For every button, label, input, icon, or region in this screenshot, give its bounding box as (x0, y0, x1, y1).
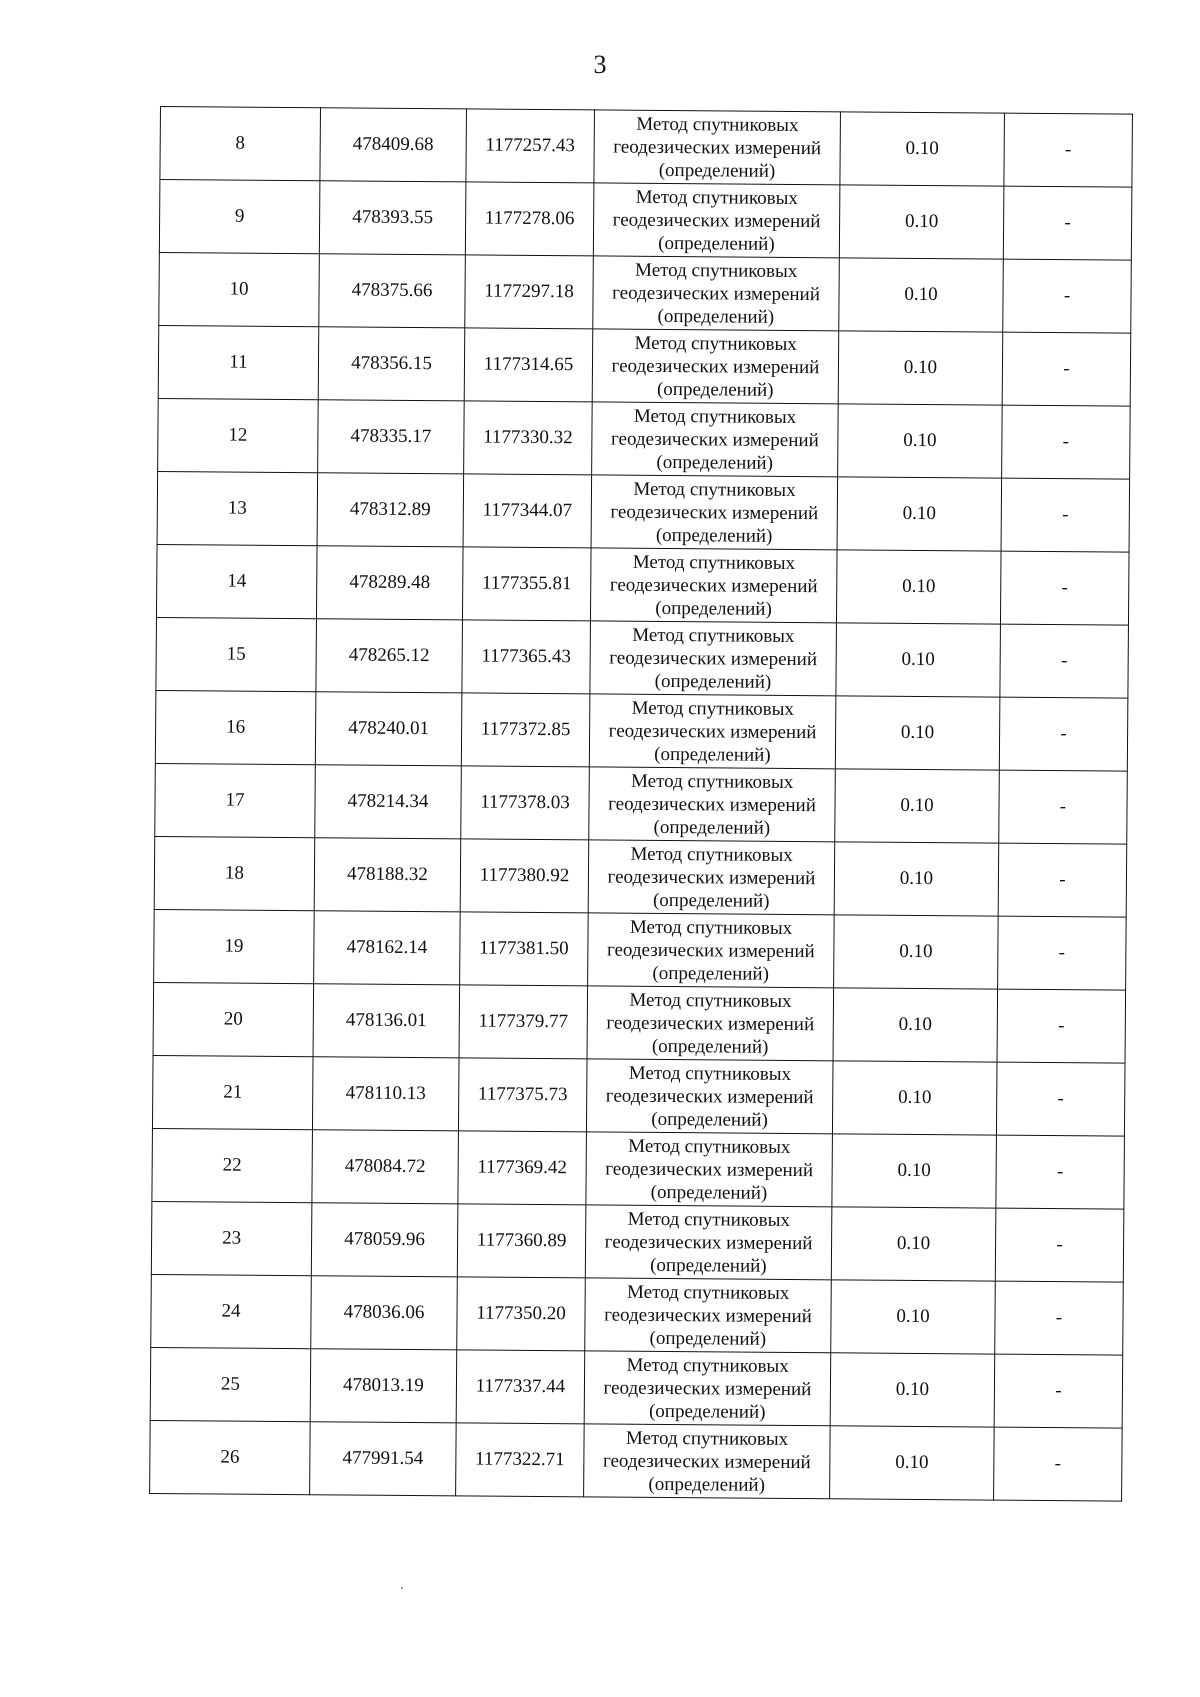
y-coordinate-cell: 1177369.42 (458, 1131, 587, 1205)
formula-cell: - (1003, 186, 1132, 260)
table-row (153, 982, 1126, 1063)
formula-cell: - (994, 1427, 1123, 1501)
point-number-cell: 23 (151, 1201, 312, 1275)
y-coordinate-cell: 1177297.18 (465, 255, 594, 329)
method-cell: Метод спутниковых геодезических измерений (определений) (593, 183, 840, 258)
y-coordinate-cell: 1177314.65 (464, 328, 593, 402)
table-row (151, 1274, 1124, 1355)
formula-cell: - (995, 1281, 1124, 1355)
y-coordinate-cell: 1177257.43 (466, 109, 595, 183)
x-coordinate-cell: 478375.66 (319, 254, 466, 328)
formula-cell: - (1002, 332, 1131, 406)
point-number-cell: 11 (158, 325, 319, 399)
point-number-cell: 16 (155, 690, 316, 764)
x-coordinate-cell: 478356.15 (318, 327, 465, 401)
point-number-cell: 15 (156, 617, 317, 691)
x-coordinate-cell: 478084.72 (312, 1130, 459, 1204)
precision-cell: 0.10 (834, 842, 999, 916)
y-coordinate-cell: 1177380.92 (460, 839, 589, 913)
method-cell: Метод спутниковых геодезических измерений (определений) (594, 110, 841, 185)
precision-cell: 0.10 (831, 1280, 996, 1354)
x-coordinate-cell: 478409.68 (320, 108, 467, 182)
x-coordinate-cell: 478214.34 (315, 765, 462, 839)
x-coordinate-cell: 478335.17 (318, 400, 465, 474)
formula-cell: - (999, 770, 1128, 844)
formula-cell: - (995, 1208, 1124, 1282)
point-number-cell: 24 (151, 1274, 312, 1348)
y-coordinate-cell: 1177344.07 (463, 474, 592, 548)
table-row (159, 252, 1132, 333)
method-cell: Метод спутниковых геодезических измерений (определений) (589, 694, 836, 769)
method-cell: Метод спутниковых геодезических измерений (определений) (588, 840, 835, 915)
formula-cell: - (1001, 478, 1130, 552)
precision-cell: 0.10 (832, 1134, 997, 1208)
formula-cell: - (996, 1135, 1125, 1209)
method-cell: Метод спутниковых геодезических измерений (определений) (587, 986, 834, 1061)
point-number-cell: 22 (152, 1128, 313, 1202)
x-coordinate-cell: 478162.14 (314, 911, 461, 985)
y-coordinate-cell: 1177372.85 (461, 693, 590, 767)
precision-cell: 0.10 (830, 1426, 995, 1500)
point-number-cell: 18 (154, 836, 315, 910)
precision-cell: 0.10 (832, 1061, 997, 1135)
y-coordinate-cell: 1177278.06 (465, 182, 594, 256)
precision-cell: 0.10 (839, 258, 1004, 332)
point-number-cell: 10 (159, 252, 320, 326)
method-cell: Метод спутниковых геодезических измерений (определений) (593, 256, 840, 331)
point-number-cell: 21 (152, 1055, 313, 1129)
formula-cell: - (1000, 624, 1129, 698)
method-cell: Метод спутниковых геодезических измерений (определений) (591, 475, 838, 550)
stray-ink-mark (401, 1587, 403, 1589)
table-row (150, 1420, 1123, 1501)
y-coordinate-cell: 1177378.03 (461, 766, 590, 840)
table-row (156, 544, 1129, 625)
method-cell: Метод спутниковых геодезических измерений (определений) (585, 1278, 832, 1353)
method-cell: Метод спутниковых геодезических измерений (определений) (588, 913, 835, 988)
y-coordinate-cell: 1177322.71 (456, 1423, 585, 1497)
formula-cell: - (998, 843, 1127, 917)
y-coordinate-cell: 1177337.44 (456, 1350, 585, 1424)
point-number-cell: 19 (154, 909, 315, 983)
y-coordinate-cell: 1177355.81 (462, 547, 591, 621)
table-row (154, 836, 1127, 917)
method-cell: Метод спутниковых геодезических измерений (определений) (592, 329, 839, 404)
formula-cell: - (998, 916, 1127, 990)
method-cell: Метод спутниковых геодезических измерений (определений) (590, 621, 837, 696)
point-number-cell: 9 (159, 180, 320, 254)
point-number-cell: 12 (158, 398, 319, 472)
x-coordinate-cell: 478110.13 (312, 1057, 459, 1131)
formula-cell: - (996, 1062, 1125, 1136)
table-row (157, 471, 1130, 552)
precision-cell: 0.10 (838, 404, 1003, 478)
table-row (152, 1055, 1125, 1136)
y-coordinate-cell: 1177379.77 (459, 985, 588, 1059)
formula-cell: - (1004, 113, 1133, 187)
x-coordinate-cell: 478059.96 (311, 1203, 458, 1277)
y-coordinate-cell: 1177350.20 (457, 1277, 586, 1351)
point-number-cell: 14 (156, 544, 317, 618)
page-number: 3 (593, 50, 607, 79)
point-number-cell: 8 (160, 107, 321, 181)
precision-cell: 0.10 (835, 769, 1000, 843)
point-number-cell: 13 (157, 471, 318, 545)
y-coordinate-cell: 1177375.73 (458, 1058, 587, 1132)
table-row (155, 763, 1128, 844)
x-coordinate-cell: 478136.01 (313, 984, 460, 1058)
precision-cell: 0.10 (834, 915, 999, 989)
table-row (150, 1347, 1123, 1428)
table-row (160, 107, 1133, 188)
table-row (158, 325, 1131, 406)
precision-cell: 0.10 (835, 696, 1000, 770)
formula-cell: - (1003, 259, 1132, 333)
table-row (152, 1128, 1125, 1209)
coordinates-table (149, 106, 1133, 1502)
precision-cell: 0.10 (839, 185, 1004, 259)
point-number-cell: 20 (153, 982, 314, 1056)
table-row (159, 180, 1132, 261)
table-row (154, 909, 1127, 990)
method-cell: Метод спутниковых геодезических измерений (определений) (586, 1059, 833, 1134)
method-cell: Метод спутниковых геодезических измерений (определений) (584, 1351, 831, 1426)
precision-cell: 0.10 (833, 988, 998, 1062)
x-coordinate-cell: 478393.55 (319, 181, 466, 255)
coordinates-table-body (150, 107, 1133, 1502)
formula-cell: - (1002, 405, 1131, 479)
formula-cell: - (994, 1354, 1123, 1428)
table-row (155, 690, 1128, 771)
method-cell: Метод спутниковых геодезических измерений (определений) (586, 1132, 833, 1207)
precision-cell: 0.10 (837, 477, 1002, 551)
x-coordinate-cell: 478013.19 (310, 1349, 457, 1423)
point-number-cell: 25 (150, 1347, 311, 1421)
x-coordinate-cell: 478312.89 (317, 473, 464, 547)
table-row (158, 398, 1131, 479)
x-coordinate-cell: 478036.06 (311, 1276, 458, 1350)
precision-cell: 0.10 (838, 331, 1003, 405)
x-coordinate-cell: 478265.12 (316, 619, 463, 693)
table-row (156, 617, 1129, 698)
method-cell: Метод спутниковых геодезических измерений (определений) (585, 1205, 832, 1280)
x-coordinate-cell: 478188.32 (314, 838, 461, 912)
formula-cell: - (997, 989, 1126, 1063)
y-coordinate-cell: 1177360.89 (457, 1204, 586, 1278)
x-coordinate-cell: 478289.48 (316, 546, 463, 620)
precision-cell: 0.10 (836, 623, 1001, 697)
formula-cell: - (1000, 551, 1129, 625)
table-row (151, 1201, 1124, 1282)
precision-cell: 0.10 (831, 1207, 996, 1281)
method-cell: Метод спутниковых геодезических измерений (определений) (589, 767, 836, 842)
y-coordinate-cell: 1177381.50 (460, 912, 589, 986)
y-coordinate-cell: 1177330.32 (464, 401, 593, 475)
precision-cell: 0.10 (830, 1353, 995, 1427)
precision-cell: 0.10 (836, 550, 1001, 624)
formula-cell: - (999, 697, 1128, 771)
y-coordinate-cell: 1177365.43 (462, 620, 591, 694)
method-cell: Метод спутниковых геодезических измерений (определений) (584, 1424, 831, 1499)
point-number-cell: 26 (150, 1420, 311, 1494)
method-cell: Метод спутниковых геодезических измерений (определений) (592, 402, 839, 477)
x-coordinate-cell: 478240.01 (315, 692, 462, 766)
precision-cell: 0.10 (840, 112, 1005, 186)
method-cell: Метод спутниковых геодезических измерений (определений) (590, 548, 837, 623)
x-coordinate-cell: 477991.54 (310, 1422, 457, 1496)
point-number-cell: 17 (155, 763, 316, 837)
